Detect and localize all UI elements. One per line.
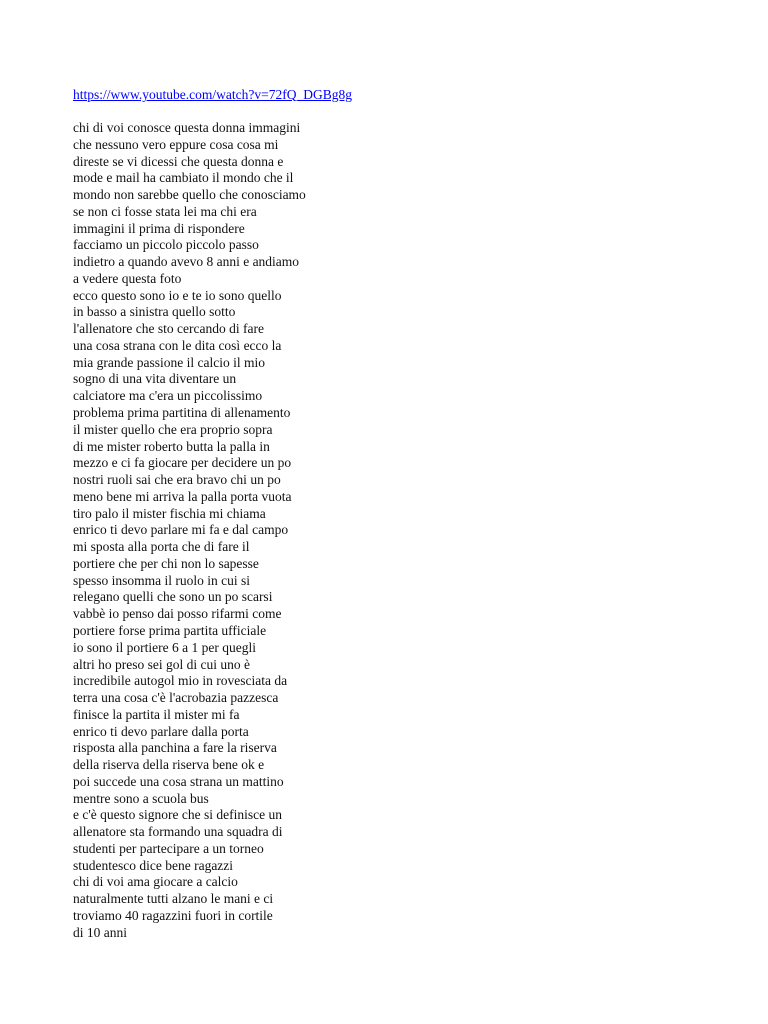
text-line: di me mister roberto butta la palla in xyxy=(73,438,270,454)
text-line: il mister quello che era proprio sopra xyxy=(73,421,273,437)
text-line: facciamo un piccolo piccolo passo xyxy=(73,237,259,253)
text-line: sogno di una vita diventare un xyxy=(73,371,237,387)
text-line: in basso a sinistra quello sotto xyxy=(73,304,236,320)
text-line: vabbè io penso dai posso rifarmi come xyxy=(73,606,282,622)
text-line: portiere che per chi non lo sapesse xyxy=(73,555,259,571)
text-line: terra una cosa c'è l'acrobazia pazzesca xyxy=(73,690,279,706)
text-line: se non ci fosse stata lei ma chi era xyxy=(73,203,257,219)
text-line: altri ho preso sei gol di cui uno è xyxy=(73,656,250,672)
text-line: e c'è questo signore che si definisce un xyxy=(73,807,282,823)
text-line: chi di voi conosce questa donna immagini xyxy=(73,120,301,135)
text-line: incredibile autogol mio in rovesciata da xyxy=(73,673,288,689)
text-line: mentre sono a scuola bus xyxy=(73,790,209,806)
text-line: della riserva della riserva bene ok e xyxy=(73,757,265,773)
text-line: poi succede una cosa strana un mattino xyxy=(73,773,284,789)
transcript-text xyxy=(73,120,306,942)
text-line: meno bene mi arriva la palla porta vuota xyxy=(73,488,292,504)
text-line: indietro a quando avevo 8 anni e andiamo xyxy=(73,254,300,270)
text-line: mode e mail ha cambiato il mondo che il xyxy=(73,170,294,186)
text-line: mi sposta alla porta che di fare il xyxy=(73,539,250,555)
text-line: immagini il prima di rispondere xyxy=(73,220,245,236)
text-line: che nessuno vero eppure cosa cosa mi xyxy=(73,136,279,152)
text-line: chi di voi ama giocare a calcio xyxy=(73,874,238,890)
text-line: ecco questo sono io e te io sono quello xyxy=(73,287,282,303)
text-line: enrico ti devo parlare mi fa e dal campo xyxy=(73,522,289,538)
text-line: problema prima partitina di allenamento xyxy=(73,405,291,421)
text-line: nostri ruoli sai che era bravo chi un po xyxy=(73,472,281,488)
youtube-link[interactable]: https://www.youtube.com/watch?v=72fQ_DGBg8g xyxy=(73,87,352,102)
text-line: l'allenatore che sto cercando di fare xyxy=(73,321,264,337)
text-line: mezzo e ci fa giocare per decidere un po xyxy=(73,455,292,471)
text-line: di 10 anni xyxy=(73,924,127,940)
text-line: a vedere questa foto xyxy=(73,270,182,286)
text-line: studenti per partecipare a un torneo xyxy=(73,840,264,856)
text-line: portiere forse prima partita ufficiale xyxy=(73,622,267,638)
text-line: naturalmente tutti alzano le mani e ci xyxy=(73,891,274,907)
text-line: allenatore sta formando una squadra di xyxy=(73,824,283,840)
text-line: direste se vi dicessi che questa donna e xyxy=(73,153,284,169)
text-line: finisce la partita il mister mi fa xyxy=(73,706,240,722)
text-line: mondo non sarebbe quello che conosciamo xyxy=(73,187,306,203)
text-line: mia grande passione il calcio il mio xyxy=(73,354,265,370)
text-line: relegano quelli che sono un po scarsi xyxy=(73,589,273,605)
text-line: calciatore ma c'era un piccolissimo xyxy=(73,388,263,404)
text-line: troviamo 40 ragazzini fuori in cortile xyxy=(73,907,273,923)
text-line: una cosa strana con le dita così ecco la xyxy=(73,337,282,353)
text-line: studentesco dice bene ragazzi xyxy=(73,857,234,873)
text-line: tiro palo il mister fischia mi chiama xyxy=(73,505,266,521)
text-line: io sono il portiere 6 a 1 per quegli xyxy=(73,639,256,655)
text-line: enrico ti devo parlare dalla porta xyxy=(73,723,249,739)
text-line: risposta alla panchina a fare la riserva xyxy=(73,740,277,756)
text-line: spesso insomma il ruolo in cui si xyxy=(73,572,250,588)
